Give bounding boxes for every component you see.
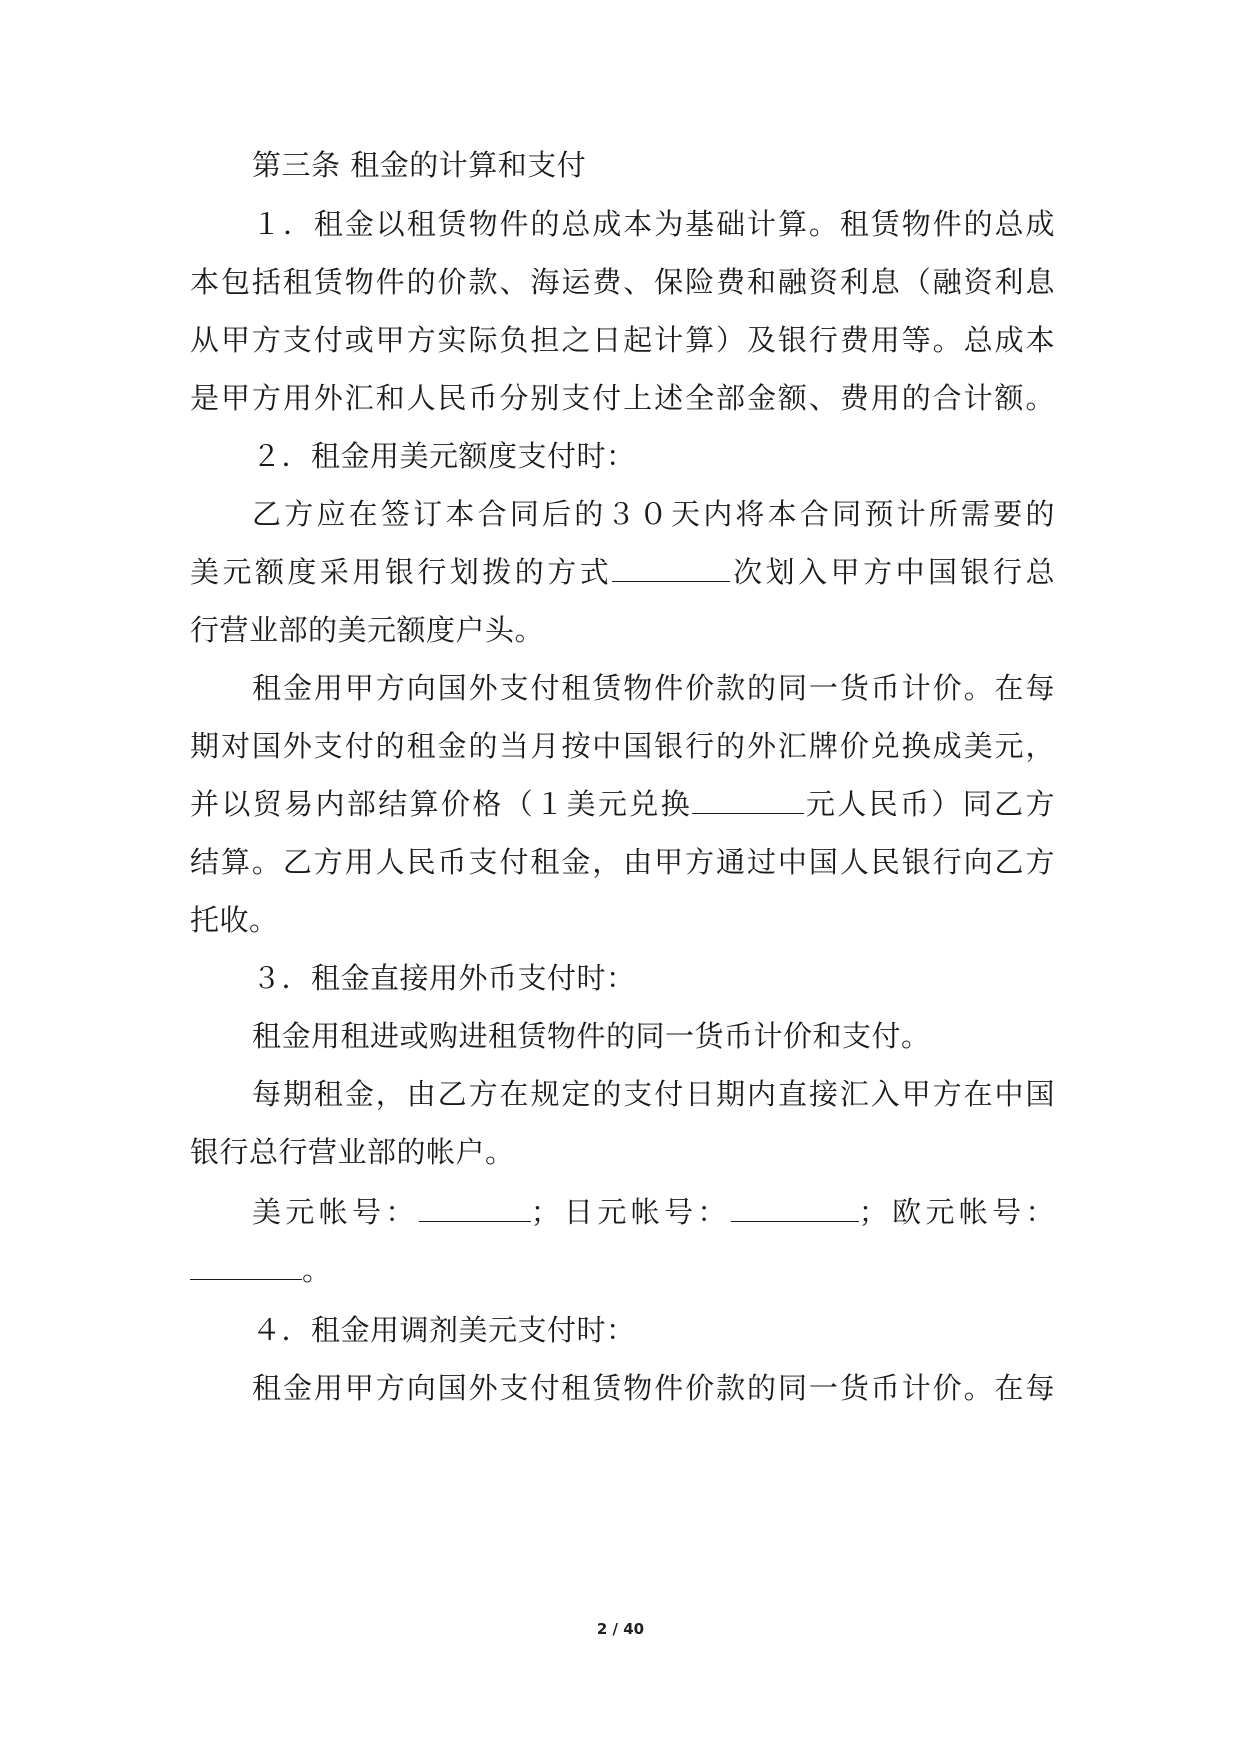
fill-in-blank <box>612 555 730 582</box>
paragraph-line: 期对国外支付的租金的当月按中国银行的外汇牌价兑换成美元， <box>190 729 1055 763</box>
paragraph-line: 是甲方用外汇和人民币分别支付上述全部金额、费用的合计额。 <box>190 381 1055 415</box>
article-heading: 第三条 租金的计算和支付 <box>252 148 587 182</box>
text-segment: 元人民币）同乙方 <box>803 787 1055 821</box>
paragraph-line-with-blank <box>190 552 1055 592</box>
text-segment: 美元额度采用银行划拨的方式 <box>190 555 613 589</box>
paragraph-line: １．租金以租赁物件的总成本为基础计算。租赁物件的总成 <box>252 207 1055 241</box>
jpy-account-blank <box>731 1195 859 1222</box>
paragraph-line-with-blank <box>190 784 1055 824</box>
text-segment: 并以贸易内部结算价格（１美元兑换 <box>190 787 692 821</box>
fill-in-blank <box>692 787 804 814</box>
subsection-heading: ２．租金用美元额度支付时： <box>252 439 636 473</box>
paragraph-line: 乙方应在签订本合同后的３０天内将本合同预计所需要的 <box>252 497 1055 531</box>
paragraph-line: 租金用甲方向国外支付租赁物件价款的同一货币计价。在每 <box>252 1371 1055 1405</box>
text-segment: 。 <box>302 1253 332 1287</box>
text-segment: ；欧元帐号： <box>858 1195 1055 1229</box>
paragraph-line: 租金用甲方向国外支付租赁物件价款的同一货币计价。在每 <box>252 671 1055 705</box>
paragraph-line: 从甲方支付或甲方实际负担之日起计算）及银行费用等。总成本 <box>190 323 1055 357</box>
paragraph-line: 结算。乙方用人民币支付租金，由甲方通过中国人民银行向乙方 <box>190 845 1055 879</box>
account-numbers-line <box>252 1192 1055 1232</box>
paragraph-line: 行营业部的美元额度户头。 <box>190 613 545 647</box>
text-segment: ；日元帐号： <box>530 1195 731 1229</box>
page-number: 2 / 40 <box>596 1620 645 1638</box>
subsection-heading: ４．租金用调剂美元支付时： <box>252 1313 636 1347</box>
paragraph-line: 本包括租赁物件的价款、海运费、保险费和融资利息（融资利息 <box>190 265 1055 299</box>
text-segment: 美元帐号： <box>252 1195 419 1229</box>
paragraph-line: 租金用租进或购进租赁物件的同一货币计价和支付。 <box>252 1019 931 1053</box>
subsection-heading: ３．租金直接用外币支付时： <box>252 961 636 995</box>
paragraph-line: 托收。 <box>190 903 279 937</box>
account-numbers-line-continued <box>190 1250 332 1290</box>
paragraph-line: 银行总行营业部的帐户。 <box>190 1135 515 1169</box>
paragraph-line: 每期租金，由乙方在规定的支付日期内直接汇入甲方在中国 <box>252 1077 1055 1111</box>
text-segment: 次划入甲方中国银行总 <box>730 555 1055 589</box>
eur-account-blank <box>190 1253 302 1280</box>
usd-account-blank <box>419 1195 531 1222</box>
